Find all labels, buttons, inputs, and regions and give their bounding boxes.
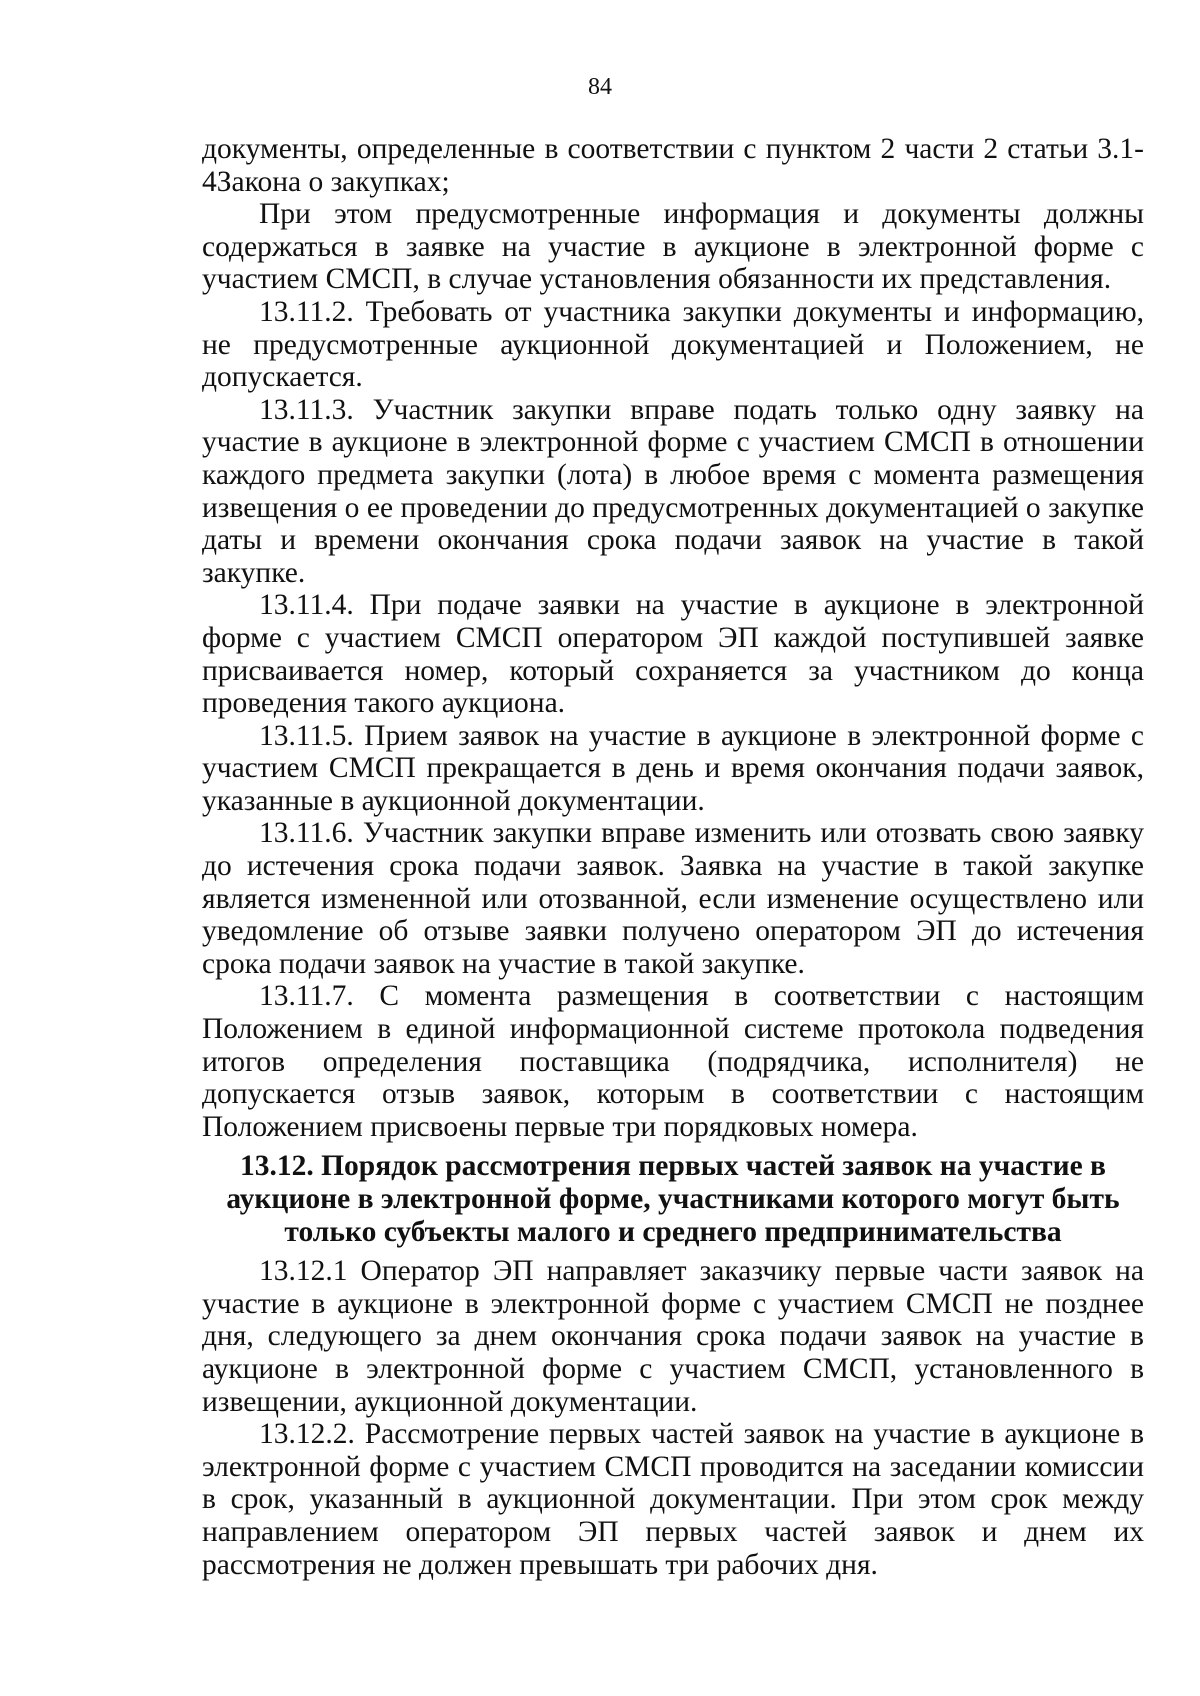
paragraph-13-12-1: 13.12.1 Оператор ЭП направляет заказчику первые части заявок на участие в аукционе в электронной форме с участием СМСП не позднее дня, следующего за днем окончания срока подачи заявок на участие в аукционе в электронной форме с участием СМСП, установленного в извещении, аукционной документации. xyxy=(202,1255,1144,1418)
document-body xyxy=(202,133,1144,1581)
paragraph-13-11-5: 13.11.5. Прием заявок на участие в аукционе в электронной форме с участием СМСП прекращается в день и время окончания подачи заявок, указанные в аукционной документации. xyxy=(202,719,1144,817)
paragraph-13-11-2: 13.11.2. Требовать от участника закупки документы и информацию, не предусмотренные аукционной документацией и Положением, не допускается. xyxy=(202,295,1144,394)
paragraph-13-12-2: 13.12.2. Рассмотрение первых частей заявок на участие в аукционе в электронной форме с участием СМСП проводится на заседании комиссии в срок, указанный в аукционной документации. При этом срок между направлением оператором ЭП первых частей заявок и днем их рассмотрения не должен превышать три рабочих дня. xyxy=(202,1418,1144,1581)
paragraph-13-11-4: 13.11.4. При подаче заявки на участие в аукционе в электронной форме с участием СМСП оператором ЭП каждой поступившей заявке присваивается номер, который сохраняется за участником до конца проведения такого аукциона. xyxy=(202,589,1144,720)
paragraph-13-11-3: 13.11.3. Участник закупки вправе подать только одну заявку на участие в аукционе в электронной форме с участием СМСП в отношении каждого предмета закупки (лота) в любое время с момента размещения извещения о ее проведении до предусмотренных документацией о закупке даты и времени окончания срока подачи заявок на участие в такой закупке. xyxy=(202,393,1144,589)
paragraph-documents-continuation: документы, определенные в соответствии с пунктом 2 части 2 статьи 3.1-4Закона о закупках; xyxy=(202,133,1144,198)
page-number: 84 xyxy=(588,74,612,100)
section-heading-line: 13.12. Порядок рассмотрения первых частей заявок на участие в xyxy=(239,1150,1106,1183)
paragraph-13-11-6: 13.11.6. Участник закупки вправе изменить или отозвать свою заявку до истечения срока подачи заявок. Заявка на участие в такой закупке является измененной или отозванной, если изменение осуществлено или уведомление об отзыве заявки получено оператором ЭП до истечения срока подачи заявок на участие в такой закупке. xyxy=(202,817,1144,980)
section-heading-line: только субъекты малого и среднего предпринимательства xyxy=(284,1215,1062,1248)
paragraph-information-requirement: При этом предусмотренные информация и документы должны содержаться в заявке на участие в аукционе в электронной форме с участием СМСП, в случае установления обязанности их представления. xyxy=(202,198,1144,296)
paragraph-13-11-7: 13.11.7. С момента размещения в соответствии с настоящим Положением в единой информационной системе протокола подведения итогов определения поставщика (подрядчика, исполнителя) не допускается отзыв заявок, которым в соответствии с настоящим Положением присвоены первые три порядковых номера. xyxy=(202,980,1144,1143)
section-heading-line: аукционе в электронной форме, участниками которого могут быть xyxy=(226,1183,1120,1215)
section-heading-13-12 xyxy=(202,1150,1144,1248)
